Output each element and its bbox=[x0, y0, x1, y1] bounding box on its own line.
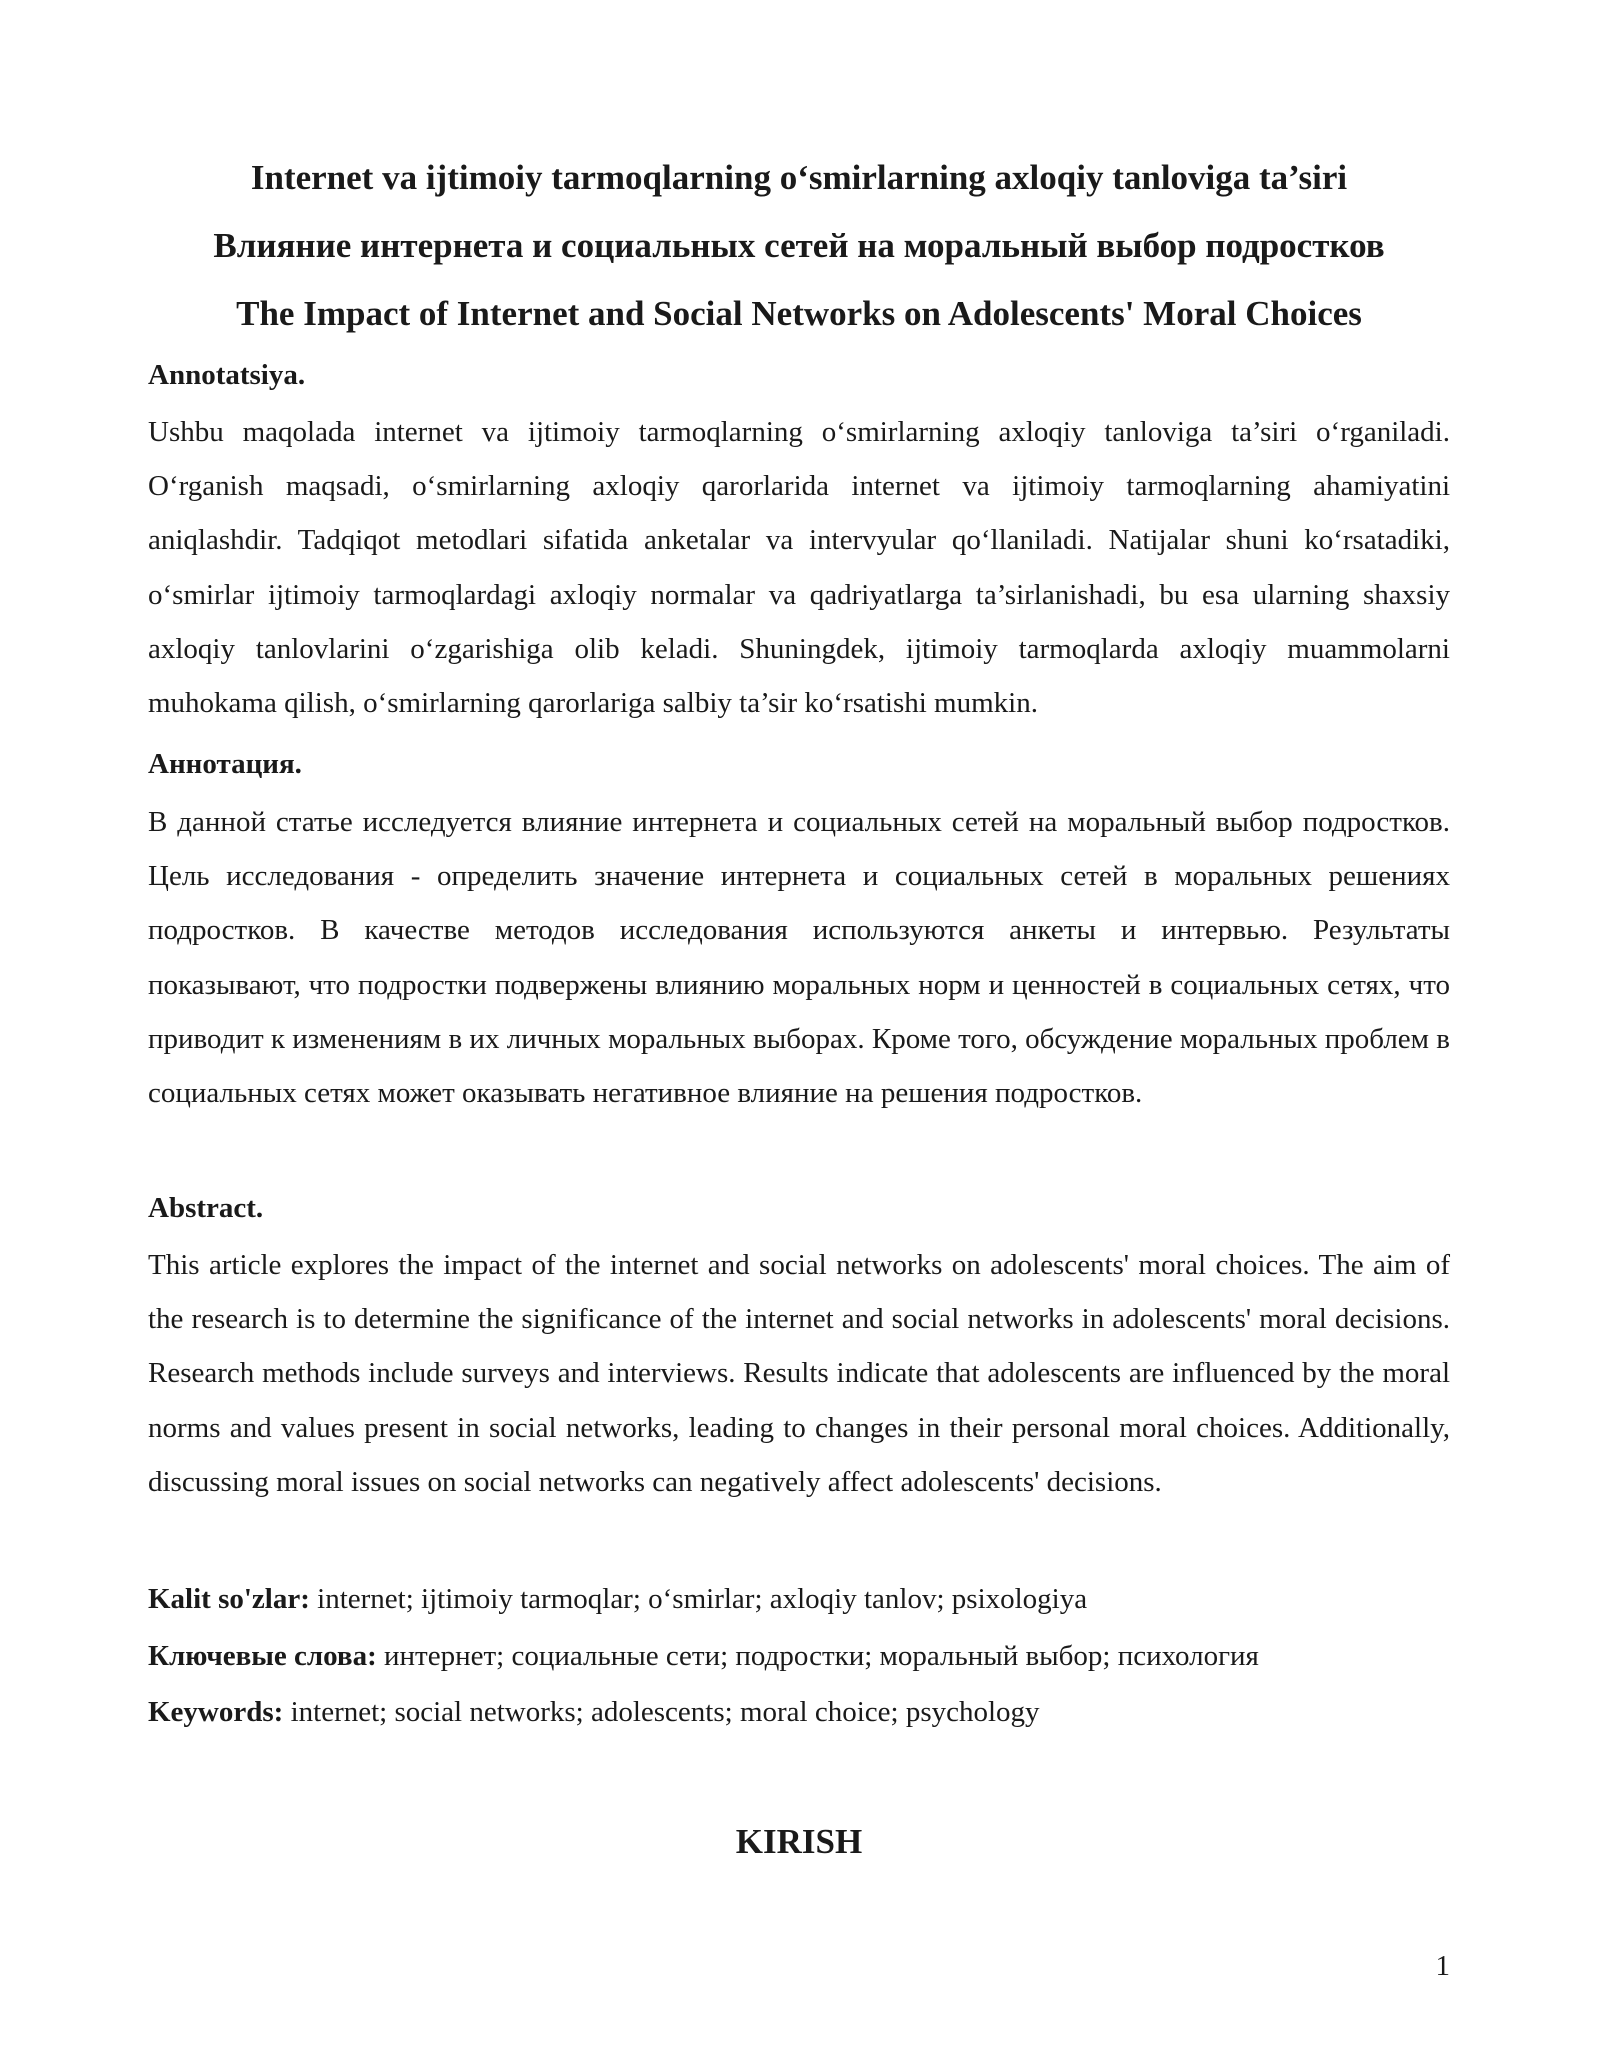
section-heading-intro: KIRISH bbox=[735, 1822, 863, 1861]
paper-page bbox=[148, 0, 1450, 2070]
keywords-ru-list: интернет; социальные сети; подростки; моральный выбор; психология bbox=[376, 1640, 1259, 1672]
title-english: The Impact of Internet and Social Networks on Adolescents' Moral Choices bbox=[236, 294, 1362, 333]
page-number: 1 bbox=[1435, 1950, 1450, 1982]
abstract-uz-heading: Annotatsiya. bbox=[148, 359, 306, 391]
title-uzbek: Internet va ijtimoiy tarmoqlarning o‘smirlarning axloqiy tanloviga ta’siri bbox=[250, 158, 1348, 197]
title-russian: Влияние интернета и социальных сетей на моральный выбор подростков bbox=[213, 226, 1385, 265]
keywords-en-label: Keywords: bbox=[148, 1696, 284, 1728]
keywords-ru bbox=[148, 1636, 1259, 1676]
keywords-ru-label: Ключевые слова: bbox=[148, 1640, 377, 1672]
keywords-uz bbox=[148, 1579, 1087, 1619]
abstract-ru-heading: Аннотация. bbox=[148, 748, 302, 780]
abstract-ru-text: В данной статье исследуется влияние интернета и социальных сетей на моральный выбор подростков. Цель исследования - определить значение интернета и социальных сетей в моральных решениях подростков. В качестве методов исследования используются анкеты и интервью. Результаты показывают, что подростки подвержены влиянию моральных норм и ценностей в социальных сетях, что приводит к изменениям в их личных моральных выборах. Кроме того, обсуждение моральных проблем в социальных сетях может оказывать негативное влияние на решения подростков. bbox=[148, 806, 1450, 1110]
abstract-en-heading: Abstract. bbox=[148, 1192, 264, 1224]
keywords-uz-list: internet; ijtimoiy tarmoqlar; o‘smirlar; axloqiy tanlov; psixologiya bbox=[309, 1583, 1088, 1615]
abstract-en-text: This article explores the impact of the internet and social networks on adolescents' moral choices. The aim of the research is to determine the significance of the internet and social networks in adolescents' moral decisions. Research methods include surveys and interviews. Results indicate that adolescents are influenced by the moral norms and values present in social networks, leading to changes in their personal moral choices. Additionally, discussing moral issues on social networks can negatively affect adolescents' decisions. bbox=[148, 1249, 1450, 1498]
keywords-en bbox=[148, 1692, 1040, 1732]
keywords-en-list: internet; social networks; adolescents; moral choice; psychology bbox=[283, 1696, 1040, 1728]
keywords-uz-label: Kalit so'zlar: bbox=[148, 1583, 310, 1615]
abstract-uz-text: Ushbu maqolada internet va ijtimoiy tarmoqlarning o‘smirlarning axloqiy tanloviga ta’siri o‘rganiladi. O‘rganish maqsadi, o‘smirlarning axloqiy qarorlarida internet va ijtimoiy tarmoqlarning ahamiyatini aniqlashdir. Tadqiqot metodlari sifatida anketalar va intervyular qo‘llaniladi. Natijalar shuni ko‘rsatadiki, o‘smirlar ijtimoiy tarmoqlardagi axloqiy normalar va qadriyatlarga ta’sirlanishadi, bu esa ularning shaxsiy axloqiy tanlovlarini o‘zgarishiga olib keladi. Shuningdek, ijtimoiy tarmoqlarda axloqiy muammolarni muhokama qilish, o‘smirlarning qarorlariga salbiy ta’sir ko‘rsatishi mumkin. bbox=[148, 416, 1450, 720]
title-block bbox=[148, 144, 1450, 348]
